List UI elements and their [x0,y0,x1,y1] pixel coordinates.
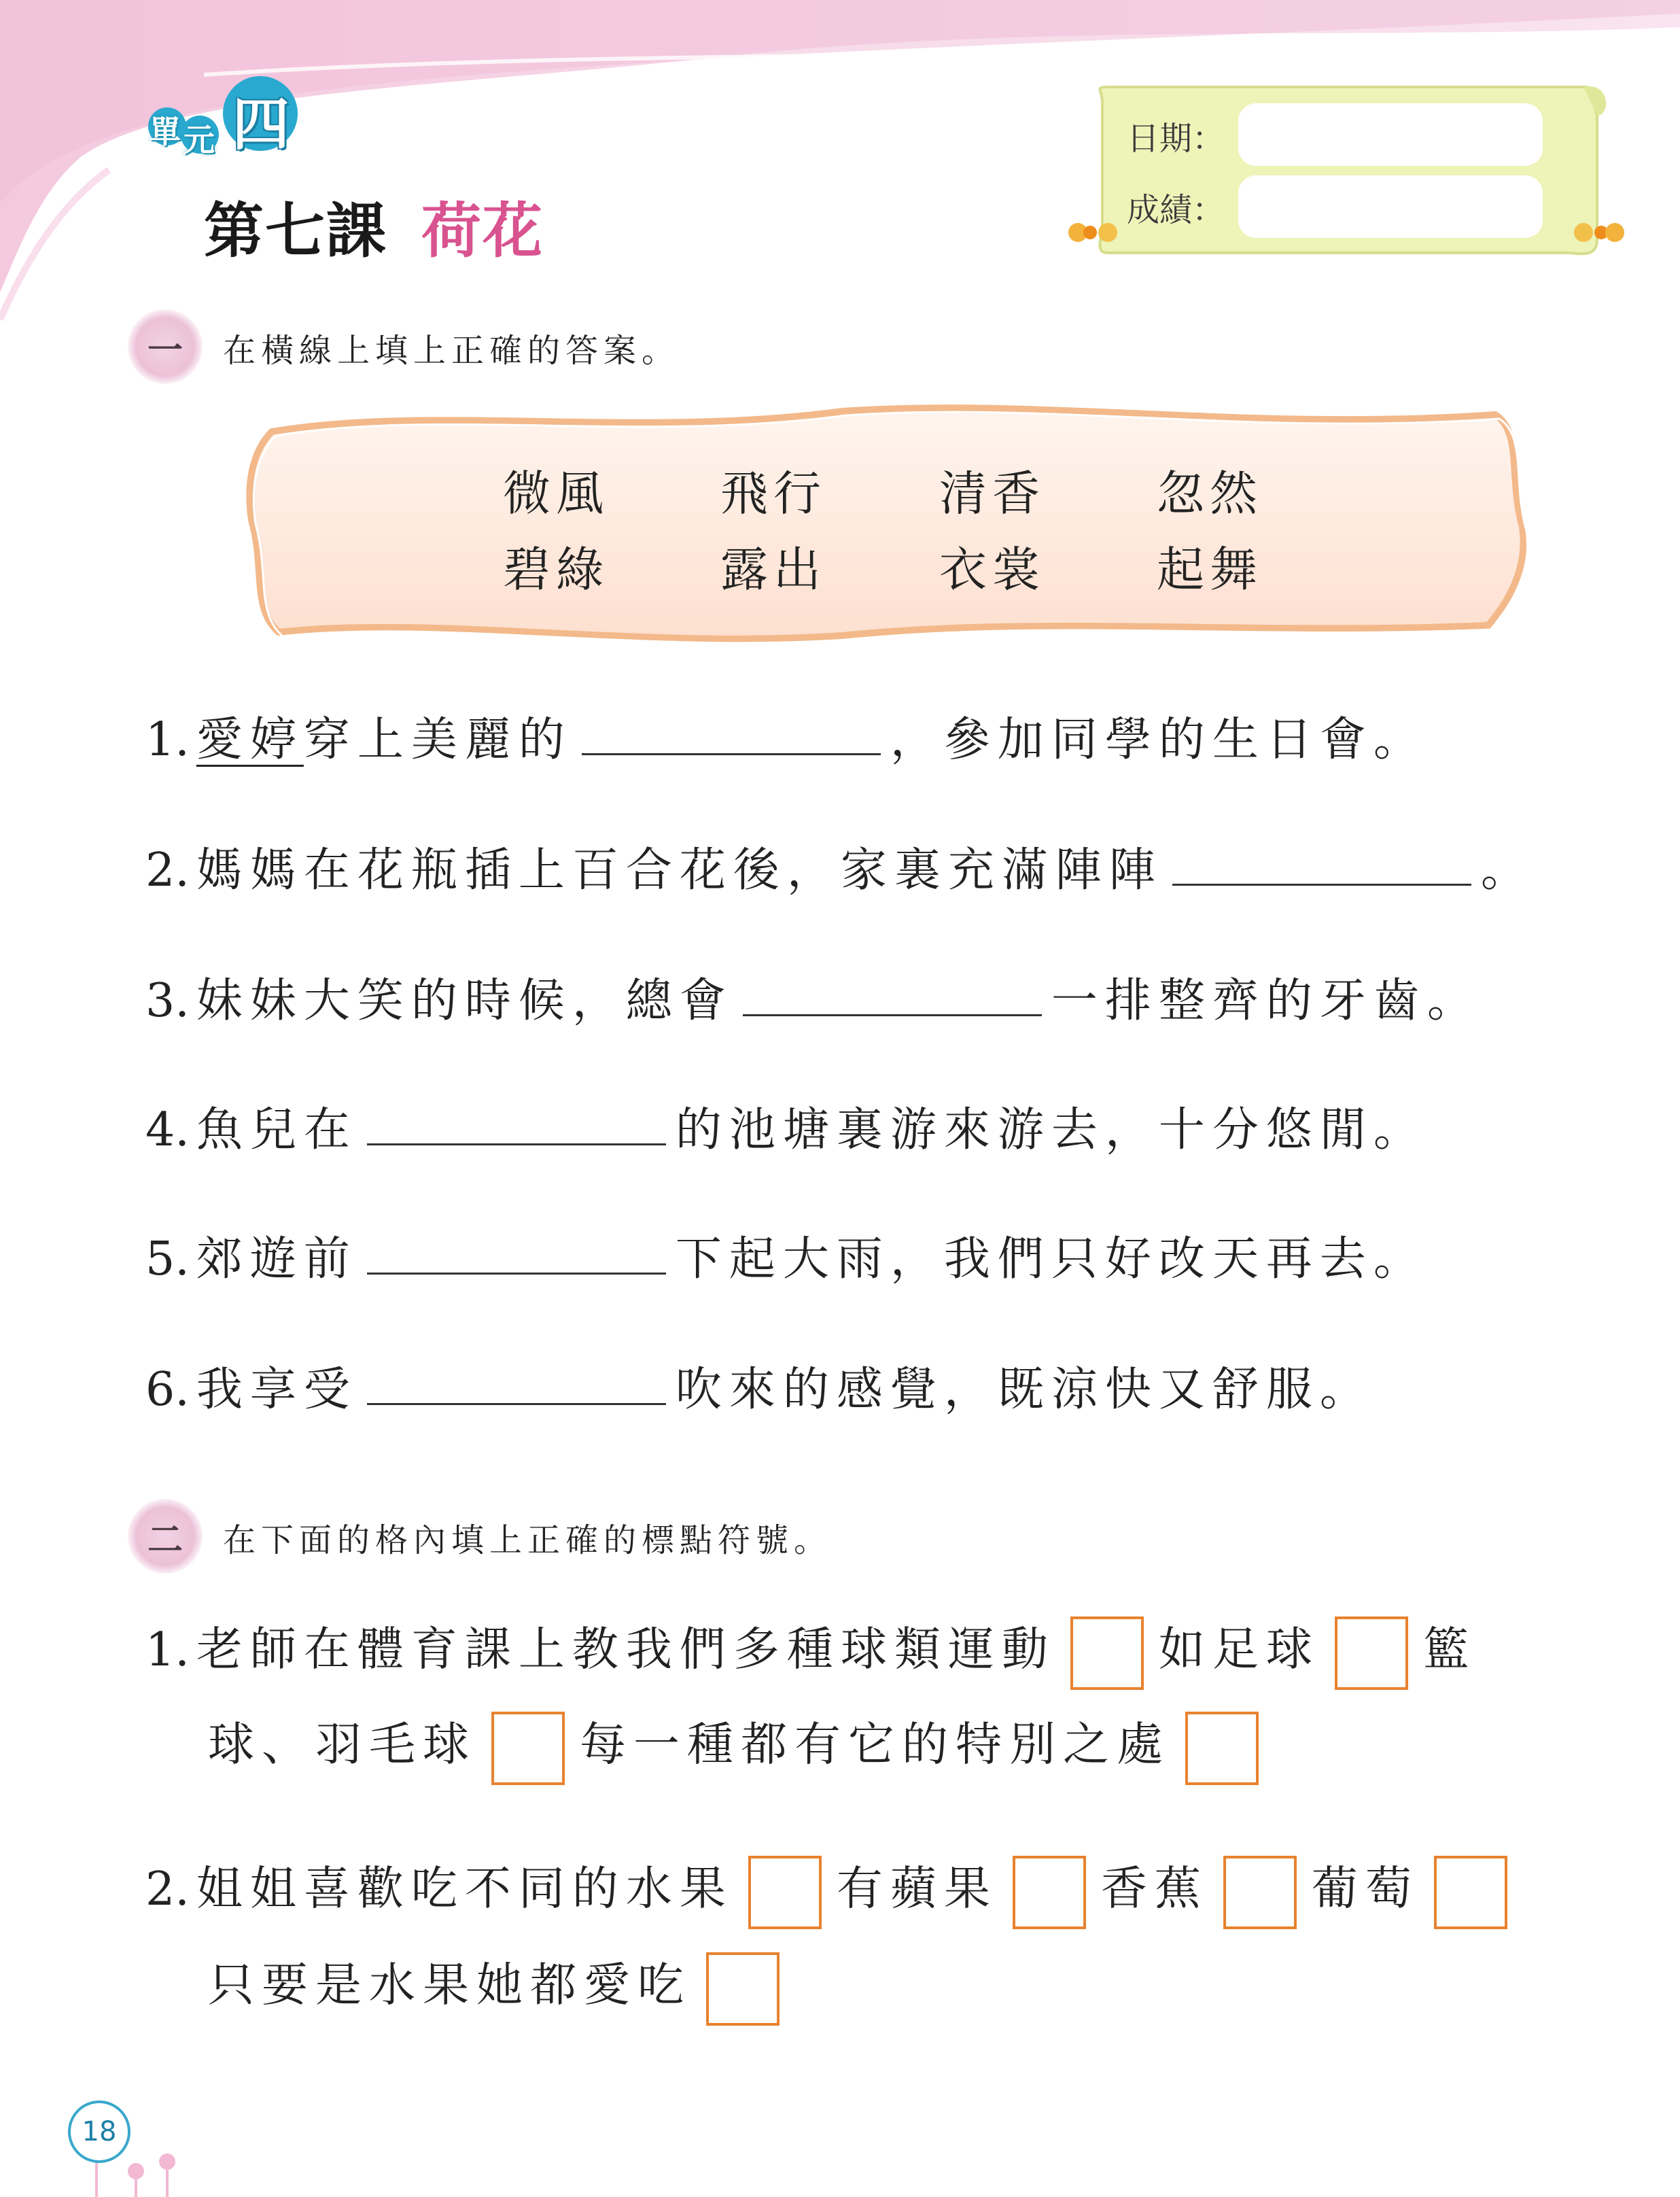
question-number: 1. [145,713,190,767]
question-text: 穿上美麗的 [303,713,572,767]
punctuation-box[interactable] [706,1952,780,2026]
question-1 [145,712,1427,767]
answer-blank[interactable] [582,712,881,755]
section-1-number: 一 [128,309,203,384]
section-2-number: 二 [128,1499,203,1574]
question-text: 香蕉 [1100,1862,1208,1916]
punctuation-question-2-line-1 [145,1856,1522,1929]
page-number: 18 [68,2100,130,2163]
punctuation-box[interactable] [491,1712,565,1785]
question-text: ，參加同學的生日會。 [890,713,1427,767]
question-text: 妹妹大笑的時候，總會 [196,974,733,1028]
punctuation-box[interactable] [1185,1712,1259,1785]
word-bank-item: 微風 [503,466,609,521]
page-title [204,184,544,269]
punctuation-box[interactable] [1223,1856,1297,1929]
question-text: 有蘋果 [836,1862,998,1916]
word-bank-item: 飛行 [720,466,826,521]
punctuation-box[interactable] [1434,1856,1507,1929]
question-text: 葡萄 [1311,1862,1419,1916]
question-text: 每一種都有它的特別之處 [580,1718,1171,1772]
word-bank-item: 露出 [720,542,826,598]
question-text: 籃 [1422,1623,1477,1677]
punctuation-question-1-line-2 [208,1712,1274,1785]
punctuation-box[interactable] [1070,1616,1144,1690]
punctuation-question-1-line-1 [145,1616,1477,1690]
question-number: 6. [145,1363,190,1417]
question-text: 球、羽毛球 [208,1718,477,1772]
question-4 [145,1103,1427,1158]
question-number: 2. [145,844,190,897]
question-5 [145,1232,1427,1287]
answer-blank[interactable] [367,1103,666,1145]
question-3 [145,973,1481,1028]
answer-blank[interactable] [367,1362,666,1405]
question-2 [145,843,1535,898]
answer-blank[interactable] [1172,843,1471,886]
score-field[interactable] [1238,175,1543,238]
question-number: 5. [145,1232,190,1286]
question-text: 我享受 [196,1363,357,1417]
punctuation-box[interactable] [1335,1616,1408,1690]
lesson-label: 第七課 [204,196,388,266]
punctuation-question-2-line-2 [208,1952,794,2026]
unit-number: 四 [232,91,290,158]
punctuation-box[interactable] [1013,1856,1086,1929]
question-number: 2. [145,1862,190,1916]
date-label: 日期： [1127,120,1225,158]
question-number: 3. [145,974,190,1028]
answer-blank[interactable] [367,1232,666,1275]
question-text: 如足球 [1158,1623,1320,1677]
lesson-name: 荷花 [421,196,544,266]
question-number: 4. [145,1103,190,1157]
question-number: 1. [145,1623,190,1677]
answer-blank[interactable] [743,973,1042,1016]
unit-prefix-1: 單 [150,114,181,150]
word-bank-item: 起舞 [1157,542,1263,598]
word-bank-item: 碧綠 [503,542,609,598]
question-6 [145,1362,1373,1417]
score-label: 成績： [1127,191,1225,229]
word-bank-item: 衣裳 [939,542,1045,598]
question-text: 。 [1480,844,1535,897]
question-text: 下起大雨，我們只好改天再去。 [675,1232,1427,1286]
section-2-instruction: 在下面的格內填上正確的標點符號。 [223,1521,833,1559]
question-text: 一排整齊的牙齒。 [1051,974,1481,1028]
word-bank-item: 清香 [939,466,1045,521]
question-text: 郊遊前 [196,1232,357,1286]
question-text: 老師在體育課上教我們多種球類運動 [196,1623,1055,1677]
section-1-instruction: 在橫線上填上正確的答案。 [223,332,680,370]
word-bank-frame [231,391,1536,653]
unit-prefix-2: 元 [183,122,215,158]
question-text: 只要是水果她都愛吃 [208,1958,692,2013]
word-bank-item: 忽然 [1157,466,1263,521]
date-field[interactable] [1238,103,1543,166]
proper-name: 愛婷 [196,713,304,767]
punctuation-box[interactable] [748,1856,822,1929]
question-text: 吹來的感覺，既涼快又舒服。 [675,1363,1373,1417]
question-text: 媽媽在花瓶插上百合花後，家裏充滿陣陣 [196,844,1163,897]
question-text: 的池塘裏游來游去，十分悠閒。 [675,1103,1427,1157]
question-text: 姐姐喜歡吃不同的水果 [196,1862,733,1916]
question-text: 魚兒在 [196,1103,357,1157]
